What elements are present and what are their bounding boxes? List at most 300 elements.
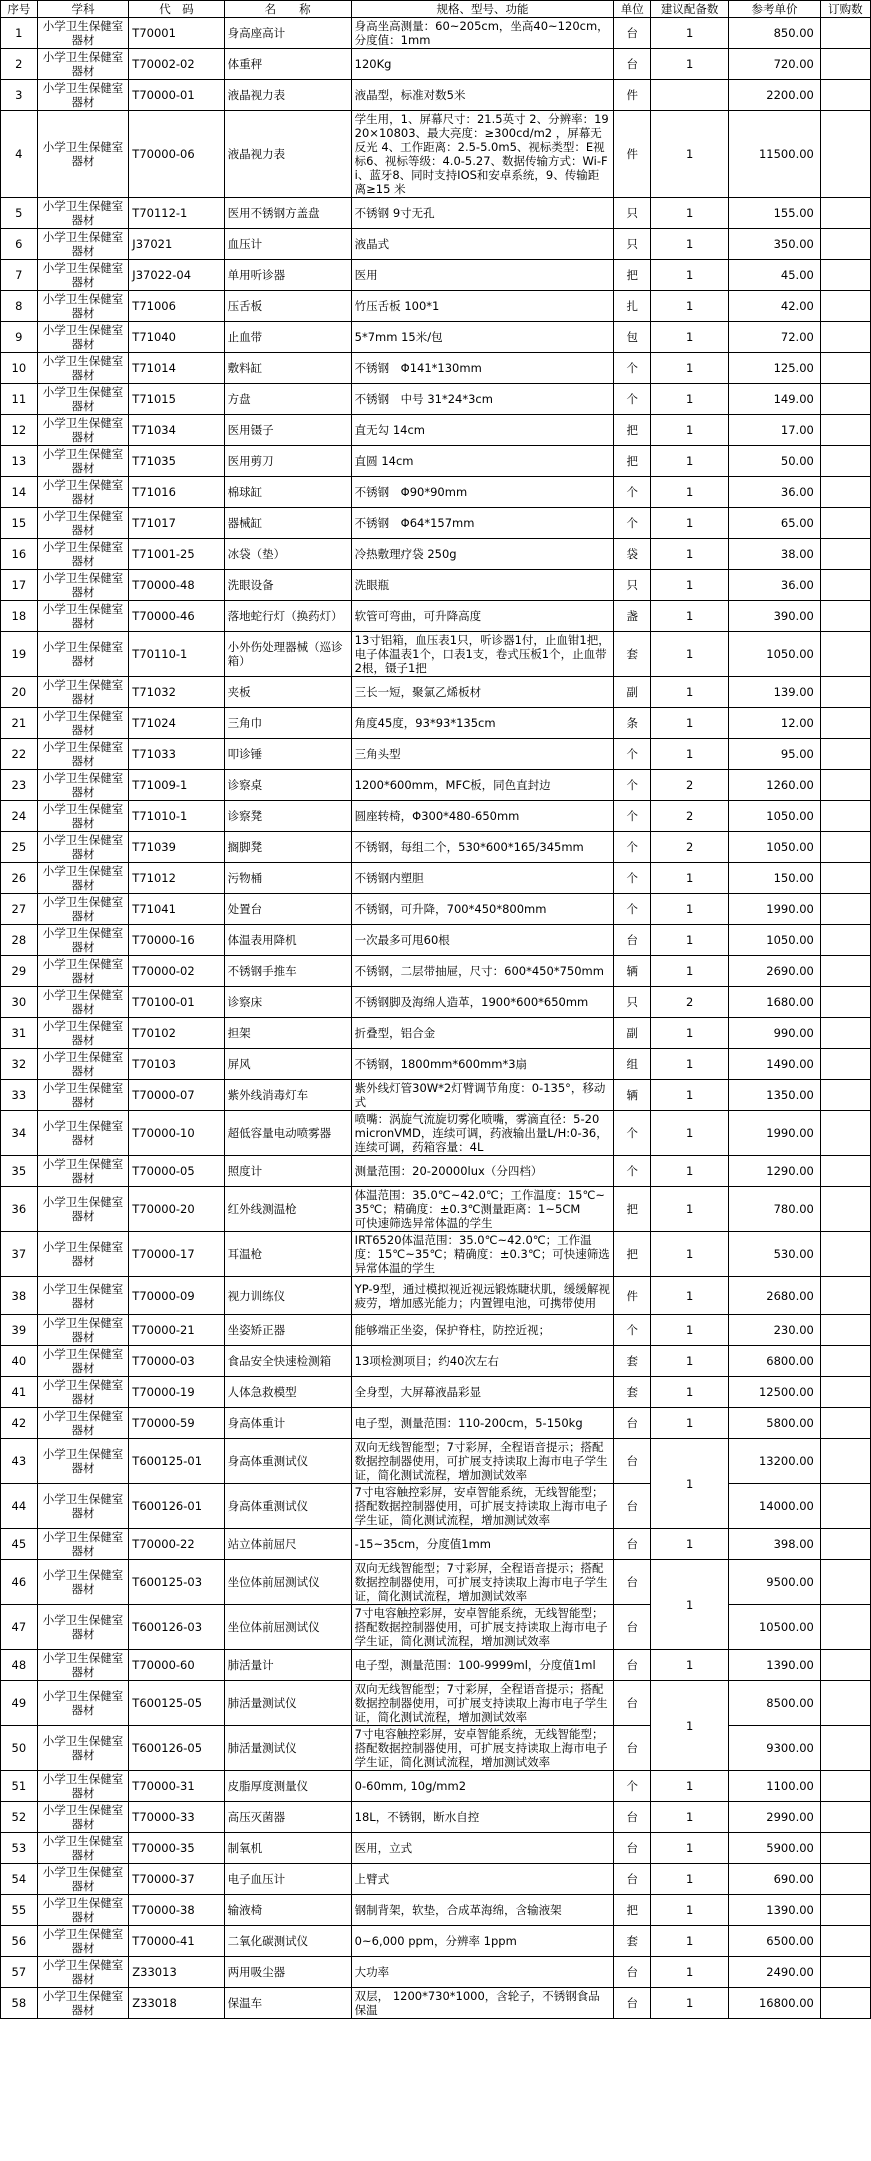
row-qty: 1 xyxy=(651,1111,729,1156)
row-unit: 盏 xyxy=(614,601,651,632)
row-unit: 套 xyxy=(614,1377,651,1408)
row-name: 诊察凳 xyxy=(224,801,351,832)
row-name: 夹板 xyxy=(224,677,351,708)
row-name: 医用不锈钢方盖盘 xyxy=(224,198,351,229)
row-code: T71001-25 xyxy=(129,539,224,570)
row-spec: 不锈钢，1800mm*600mm*3扇 xyxy=(351,1049,614,1080)
row-number: 49 xyxy=(1,1681,38,1726)
table-row xyxy=(1,1018,871,1049)
row-order xyxy=(820,539,870,570)
row-price: 1050.00 xyxy=(729,925,821,956)
row-qty: 1 xyxy=(651,925,729,956)
row-number: 3 xyxy=(1,80,38,111)
row-qty: 1 xyxy=(651,1771,729,1802)
row-number: 2 xyxy=(1,49,38,80)
row-number: 51 xyxy=(1,1771,38,1802)
row-number: 10 xyxy=(1,353,38,384)
row-price: 2990.00 xyxy=(729,1802,821,1833)
row-code: T71041 xyxy=(129,894,224,925)
header-qty: 建议配备数 xyxy=(651,1,729,18)
row-number: 19 xyxy=(1,632,38,677)
row-unit: 台 xyxy=(614,1726,651,1771)
row-order xyxy=(820,1080,870,1111)
row-subject: 小学卫生保健室器材 xyxy=(37,1802,129,1833)
row-subject: 小学卫生保健室器材 xyxy=(37,632,129,677)
row-unit: 台 xyxy=(614,1957,651,1988)
row-spec: 5*7mm 15米/包 xyxy=(351,322,614,353)
row-subject: 小学卫生保健室器材 xyxy=(37,1895,129,1926)
row-code: T71033 xyxy=(129,739,224,770)
table-body xyxy=(1,18,871,2019)
row-price: 1390.00 xyxy=(729,1895,821,1926)
row-qty: 1 xyxy=(651,446,729,477)
row-code: T70000-35 xyxy=(129,1833,224,1864)
row-name: 污物桶 xyxy=(224,863,351,894)
row-qty: 1 xyxy=(651,1529,729,1560)
table-row xyxy=(1,1605,871,1650)
row-subject: 小学卫生保健室器材 xyxy=(37,894,129,925)
row-number: 45 xyxy=(1,1529,38,1560)
table-row xyxy=(1,1232,871,1277)
row-order xyxy=(820,1926,870,1957)
table-row xyxy=(1,322,871,353)
row-spec: 不锈钢脚及海绵人造革，1900*600*650mm xyxy=(351,987,614,1018)
row-order xyxy=(820,801,870,832)
row-unit: 台 xyxy=(614,1560,651,1605)
row-spec: 不锈钢，每组二个，530*600*165/345mm xyxy=(351,832,614,863)
row-code: T70000-38 xyxy=(129,1895,224,1926)
row-spec: 直圆 14cm xyxy=(351,446,614,477)
row-unit: 副 xyxy=(614,677,651,708)
row-code: T70100-01 xyxy=(129,987,224,1018)
row-order xyxy=(820,229,870,260)
row-spec: 折叠型，铝合金 xyxy=(351,1018,614,1049)
row-name: 皮脂厚度测量仪 xyxy=(224,1771,351,1802)
row-price: 11500.00 xyxy=(729,111,821,198)
table-row xyxy=(1,198,871,229)
row-order xyxy=(820,384,870,415)
row-name: 制氧机 xyxy=(224,1833,351,1864)
row-code: T70000-41 xyxy=(129,1926,224,1957)
row-order xyxy=(820,1346,870,1377)
row-price: 780.00 xyxy=(729,1187,821,1232)
row-order xyxy=(820,1802,870,1833)
row-spec: 7寸电容触控彩屏，安卓智能系统，无线智能型；搭配数据控制器使用，可扩展支持读取上海市电子学生证，简化测试流程，增加测试效率 xyxy=(351,1484,614,1529)
row-subject: 小学卫生保健室器材 xyxy=(37,1111,129,1156)
row-name: 医用剪刀 xyxy=(224,446,351,477)
row-name: 落地蛇行灯（换药灯） xyxy=(224,601,351,632)
row-price: 12500.00 xyxy=(729,1377,821,1408)
row-price: 6800.00 xyxy=(729,1346,821,1377)
row-price: 150.00 xyxy=(729,863,821,894)
row-name: 三角巾 xyxy=(224,708,351,739)
row-name: 身高座高计 xyxy=(224,18,351,49)
row-name: 棉球缸 xyxy=(224,477,351,508)
row-spec: 直无勾 14cm xyxy=(351,415,614,446)
row-unit: 台 xyxy=(614,1864,651,1895)
row-name: 血压计 xyxy=(224,229,351,260)
row-order xyxy=(820,1439,870,1484)
row-order xyxy=(820,49,870,80)
row-name: 身高体重测试仪 xyxy=(224,1439,351,1484)
row-unit: 把 xyxy=(614,260,651,291)
row-qty: 2 xyxy=(651,987,729,1018)
row-unit: 只 xyxy=(614,570,651,601)
row-spec: 紫外线灯管30W*2灯臂调节角度：0-135°，移动式 xyxy=(351,1080,614,1111)
row-code: T600125-05 xyxy=(129,1681,224,1726)
row-number: 7 xyxy=(1,260,38,291)
row-order xyxy=(820,1650,870,1681)
row-number: 32 xyxy=(1,1049,38,1080)
row-name: 超低容量电动喷雾器 xyxy=(224,1111,351,1156)
row-unit: 套 xyxy=(614,1926,651,1957)
row-price: 65.00 xyxy=(729,508,821,539)
row-qty: 1 xyxy=(651,539,729,570)
row-code: T70001 xyxy=(129,18,224,49)
row-name: 敷料缸 xyxy=(224,353,351,384)
row-subject: 小学卫生保健室器材 xyxy=(37,601,129,632)
row-number: 58 xyxy=(1,1988,38,2019)
row-subject: 小学卫生保健室器材 xyxy=(37,770,129,801)
row-number: 37 xyxy=(1,1232,38,1277)
table-row xyxy=(1,80,871,111)
table-row xyxy=(1,1726,871,1771)
row-qty: 1 xyxy=(651,1408,729,1439)
row-qty: 1 xyxy=(651,1156,729,1187)
row-order xyxy=(820,1111,870,1156)
row-price: 1490.00 xyxy=(729,1049,821,1080)
row-spec: 圆座转椅，Φ300*480-650mm xyxy=(351,801,614,832)
row-code: T70000-02 xyxy=(129,956,224,987)
row-order xyxy=(820,1988,870,2019)
row-name: 诊察桌 xyxy=(224,770,351,801)
row-name: 器械缸 xyxy=(224,508,351,539)
row-order xyxy=(820,508,870,539)
row-order xyxy=(820,18,870,49)
row-spec: 不锈钢，可升降，700*450*800mm xyxy=(351,894,614,925)
row-number: 50 xyxy=(1,1726,38,1771)
row-spec: 钢制背架，软垫，合成革海绵，含输液架 xyxy=(351,1895,614,1926)
row-subject: 小学卫生保健室器材 xyxy=(37,322,129,353)
table-row xyxy=(1,1111,871,1156)
row-subject: 小学卫生保健室器材 xyxy=(37,1080,129,1111)
row-code: T70000-05 xyxy=(129,1156,224,1187)
row-order xyxy=(820,353,870,384)
row-code: T70000-22 xyxy=(129,1529,224,1560)
row-unit: 把 xyxy=(614,415,651,446)
table-row xyxy=(1,1156,871,1187)
row-number: 5 xyxy=(1,198,38,229)
row-unit: 辆 xyxy=(614,1080,651,1111)
row-unit: 把 xyxy=(614,446,651,477)
row-unit: 个 xyxy=(614,801,651,832)
row-code: T71014 xyxy=(129,353,224,384)
row-name: 身高体重计 xyxy=(224,1408,351,1439)
row-code: T600125-03 xyxy=(129,1560,224,1605)
row-subject: 小学卫生保健室器材 xyxy=(37,1926,129,1957)
row-number: 4 xyxy=(1,111,38,198)
row-qty: 1 xyxy=(651,1377,729,1408)
row-code: T71035 xyxy=(129,446,224,477)
row-order xyxy=(820,446,870,477)
row-subject: 小学卫生保健室器材 xyxy=(37,291,129,322)
row-unit: 个 xyxy=(614,477,651,508)
row-spec: 一次最多可甩60根 xyxy=(351,925,614,956)
row-price: 36.00 xyxy=(729,477,821,508)
row-price: 530.00 xyxy=(729,1232,821,1277)
row-qty: 1 xyxy=(651,1187,729,1232)
row-name: 耳温枪 xyxy=(224,1232,351,1277)
row-price: 5800.00 xyxy=(729,1408,821,1439)
row-qty: 1 xyxy=(651,1926,729,1957)
row-qty: 1 xyxy=(651,260,729,291)
row-number: 20 xyxy=(1,677,38,708)
row-code: T70000-06 xyxy=(129,111,224,198)
row-code: T70112-1 xyxy=(129,198,224,229)
row-price: 12.00 xyxy=(729,708,821,739)
row-order xyxy=(820,863,870,894)
row-unit: 组 xyxy=(614,1049,651,1080)
row-subject: 小学卫生保健室器材 xyxy=(37,1681,129,1726)
row-number: 6 xyxy=(1,229,38,260)
row-subject: 小学卫生保健室器材 xyxy=(37,1560,129,1605)
row-code: T70000-21 xyxy=(129,1315,224,1346)
row-spec: 不锈钢内塑胆 xyxy=(351,863,614,894)
row-price: 36.00 xyxy=(729,570,821,601)
row-qty: 1 xyxy=(651,1802,729,1833)
row-spec: 医用，立式 xyxy=(351,1833,614,1864)
table-row xyxy=(1,1895,871,1926)
row-order xyxy=(820,925,870,956)
row-spec: IRT6520体温范围：35.0℃~42.0℃；工作温度：15℃~35℃；精确度：±0.3℃；可快速筛选异常体温的学生 xyxy=(351,1232,614,1277)
row-qty: 1 xyxy=(651,1988,729,2019)
row-name: 照度计 xyxy=(224,1156,351,1187)
row-price: 9300.00 xyxy=(729,1726,821,1771)
table-row xyxy=(1,632,871,677)
row-name: 两用吸尘器 xyxy=(224,1957,351,1988)
table-row xyxy=(1,770,871,801)
row-code: T70000-59 xyxy=(129,1408,224,1439)
row-qty: 1 xyxy=(651,384,729,415)
row-name: 坐位体前屈测试仪 xyxy=(224,1560,351,1605)
row-code: T71024 xyxy=(129,708,224,739)
row-price: 2690.00 xyxy=(729,956,821,987)
row-subject: 小学卫生保健室器材 xyxy=(37,229,129,260)
row-qty: 1 xyxy=(651,739,729,770)
row-code: T600126-01 xyxy=(129,1484,224,1529)
row-qty: 1 xyxy=(651,353,729,384)
row-qty-merged: 1 xyxy=(651,1681,729,1771)
row-price: 50.00 xyxy=(729,446,821,477)
row-number: 46 xyxy=(1,1560,38,1605)
table-row xyxy=(1,1957,871,1988)
table-row xyxy=(1,353,871,384)
row-spec: 身高坐高测量：60~205cm，坐高40~120cm，分度值：1mm xyxy=(351,18,614,49)
table-row xyxy=(1,1408,871,1439)
row-spec: 13项检测项目；约40次左右 xyxy=(351,1346,614,1377)
row-unit: 副 xyxy=(614,1018,651,1049)
table-row xyxy=(1,111,871,198)
row-unit: 台 xyxy=(614,18,651,49)
row-spec: 体温范围：35.0℃~42.0℃；工作温度：15℃~35℃；精确度：±0.3℃测量距离：1~5CM 可快速筛选异常体温的学生 xyxy=(351,1187,614,1232)
row-number: 28 xyxy=(1,925,38,956)
row-subject: 小学卫生保健室器材 xyxy=(37,739,129,770)
row-subject: 小学卫生保健室器材 xyxy=(37,1408,129,1439)
row-code: T70000-48 xyxy=(129,570,224,601)
row-qty: 1 xyxy=(651,1864,729,1895)
row-subject: 小学卫生保健室器材 xyxy=(37,508,129,539)
row-price: 9500.00 xyxy=(729,1560,821,1605)
row-spec: 三角头型 xyxy=(351,739,614,770)
row-subject: 小学卫生保健室器材 xyxy=(37,446,129,477)
row-number: 57 xyxy=(1,1957,38,1988)
row-code: T70000-60 xyxy=(129,1650,224,1681)
row-qty: 1 xyxy=(651,18,729,49)
header-name: 名 称 xyxy=(224,1,351,18)
row-number: 26 xyxy=(1,863,38,894)
row-subject: 小学卫生保健室器材 xyxy=(37,1988,129,2019)
row-number: 33 xyxy=(1,1080,38,1111)
row-spec: 大功率 xyxy=(351,1957,614,1988)
row-name: 身高体重测试仪 xyxy=(224,1484,351,1529)
row-price: 13200.00 xyxy=(729,1439,821,1484)
row-name: 视力训练仪 xyxy=(224,1277,351,1315)
row-name: 电子血压计 xyxy=(224,1864,351,1895)
table-row xyxy=(1,1049,871,1080)
row-spec: 全身型，大屏幕液晶彩显 xyxy=(351,1377,614,1408)
row-number: 54 xyxy=(1,1864,38,1895)
row-price: 125.00 xyxy=(729,353,821,384)
table-row xyxy=(1,1833,871,1864)
row-number: 22 xyxy=(1,739,38,770)
table-row xyxy=(1,739,871,770)
row-spec: 不锈钢 Φ90*90mm xyxy=(351,477,614,508)
row-name: 保温车 xyxy=(224,1988,351,2019)
row-price: 149.00 xyxy=(729,384,821,415)
row-order xyxy=(820,1771,870,1802)
row-price: 2200.00 xyxy=(729,80,821,111)
row-order xyxy=(820,1726,870,1771)
row-order xyxy=(820,1560,870,1605)
row-price: 8500.00 xyxy=(729,1681,821,1726)
row-code: T70000-37 xyxy=(129,1864,224,1895)
row-qty: 1 xyxy=(651,677,729,708)
row-subject: 小学卫生保健室器材 xyxy=(37,925,129,956)
row-price: 1350.00 xyxy=(729,1080,821,1111)
row-price: 38.00 xyxy=(729,539,821,570)
header-row xyxy=(1,1,871,18)
row-price: 1990.00 xyxy=(729,1111,821,1156)
row-code: T70000-46 xyxy=(129,601,224,632)
table-row xyxy=(1,1988,871,2019)
row-name: 处置台 xyxy=(224,894,351,925)
row-number: 41 xyxy=(1,1377,38,1408)
row-spec: 竹压舌板 100*1 xyxy=(351,291,614,322)
row-code: T70000-16 xyxy=(129,925,224,956)
row-unit: 台 xyxy=(614,1988,651,2019)
row-code: T71032 xyxy=(129,677,224,708)
row-qty: 1 xyxy=(651,1277,729,1315)
row-subject: 小学卫生保健室器材 xyxy=(37,708,129,739)
row-code: T71039 xyxy=(129,832,224,863)
row-qty: 2 xyxy=(651,801,729,832)
table-row xyxy=(1,49,871,80)
row-qty: 1 xyxy=(651,601,729,632)
row-qty: 1 xyxy=(651,415,729,446)
row-subject: 小学卫生保健室器材 xyxy=(37,1439,129,1484)
row-code: Z33018 xyxy=(129,1988,224,2019)
row-spec: 冷热敷理疗袋 250g xyxy=(351,539,614,570)
row-order xyxy=(820,260,870,291)
row-price: 1050.00 xyxy=(729,632,821,677)
row-order xyxy=(820,708,870,739)
row-unit: 个 xyxy=(614,739,651,770)
row-subject: 小学卫生保健室器材 xyxy=(37,539,129,570)
table-row xyxy=(1,1080,871,1111)
row-order xyxy=(820,1277,870,1315)
row-qty: 1 xyxy=(651,708,729,739)
row-unit: 条 xyxy=(614,708,651,739)
header-spec: 规格、型号、功能 xyxy=(351,1,614,18)
table-row xyxy=(1,987,871,1018)
table-row xyxy=(1,539,871,570)
row-order xyxy=(820,1484,870,1529)
row-order xyxy=(820,1681,870,1726)
row-order xyxy=(820,1529,870,1560)
row-price: 17.00 xyxy=(729,415,821,446)
row-order xyxy=(820,832,870,863)
row-name: 输液椅 xyxy=(224,1895,351,1926)
row-price: 45.00 xyxy=(729,260,821,291)
table-row xyxy=(1,1439,871,1484)
header-no: 序号 xyxy=(1,1,38,18)
row-name: 人体急救模型 xyxy=(224,1377,351,1408)
row-subject: 小学卫生保健室器材 xyxy=(37,1187,129,1232)
row-price: 1680.00 xyxy=(729,987,821,1018)
row-order xyxy=(820,415,870,446)
row-subject: 小学卫生保健室器材 xyxy=(37,80,129,111)
row-spec: 1200*600mm，MFC板，同色直封边 xyxy=(351,770,614,801)
row-number: 18 xyxy=(1,601,38,632)
row-number: 21 xyxy=(1,708,38,739)
row-number: 43 xyxy=(1,1439,38,1484)
row-order xyxy=(820,956,870,987)
row-unit: 台 xyxy=(614,1484,651,1529)
row-name: 站立体前屈尺 xyxy=(224,1529,351,1560)
table-row xyxy=(1,1650,871,1681)
table-row xyxy=(1,229,871,260)
table-row xyxy=(1,1681,871,1726)
row-code: T71016 xyxy=(129,477,224,508)
row-subject: 小学卫生保健室器材 xyxy=(37,863,129,894)
row-price: 139.00 xyxy=(729,677,821,708)
row-unit: 包 xyxy=(614,322,651,353)
table-row xyxy=(1,1529,871,1560)
row-order xyxy=(820,198,870,229)
row-number: 35 xyxy=(1,1156,38,1187)
row-qty: 1 xyxy=(651,322,729,353)
row-code: T70000-17 xyxy=(129,1232,224,1277)
row-unit: 个 xyxy=(614,1156,651,1187)
row-unit: 台 xyxy=(614,925,651,956)
table-row xyxy=(1,570,871,601)
row-code: T71006 xyxy=(129,291,224,322)
table-row xyxy=(1,446,871,477)
row-unit: 个 xyxy=(614,1111,651,1156)
row-number: 38 xyxy=(1,1277,38,1315)
row-spec: 7寸电容触控彩屏，安卓智能系统，无线智能型；搭配数据控制器使用，可扩展支持读取上海市电子学生证，简化测试流程，增加测试效率 xyxy=(351,1605,614,1650)
row-order xyxy=(820,111,870,198)
